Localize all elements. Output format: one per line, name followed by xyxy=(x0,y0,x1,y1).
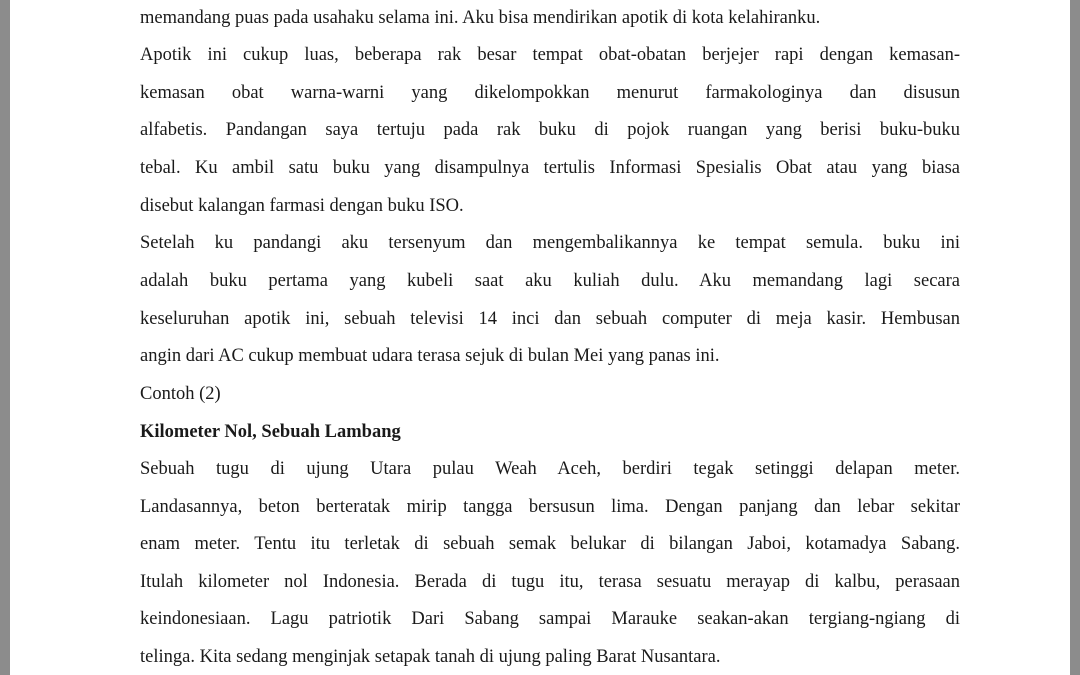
text-line: enam meter. Tentu itu terletak di sebuah semak belukar di bilangan Jaboi, kotamadya Sabang. xyxy=(140,534,960,554)
text-line: Sebuah tugu di ujung Utara pulau Weah Aceh, berdiri tegak setinggi delapan meter. xyxy=(140,459,960,479)
text-line: memandang puas pada usahaku selama ini. Aku bisa mendirikan apotik di kota kelahiranku. xyxy=(140,8,821,28)
text-line: tebal. Ku ambil satu buku yang disampulnya tertulis Informasi Spesialis Obat atau yang biasa xyxy=(140,158,960,178)
text-line: telinga. Kita sedang menginjak setapak tanah di ujung paling Barat Nusantara. xyxy=(140,647,721,667)
text-line: kemasan obat warna-warni yang dikelompokkan menurut farmakologinya dan disusun xyxy=(140,83,960,103)
text-line: Apotik ini cukup luas, beberapa rak besar tempat obat-obatan berjejer rapi dengan kemasan- xyxy=(140,45,960,65)
text-line: alfabetis. Pandangan saya tertuju pada rak buku di pojok ruangan yang berisi buku-buku xyxy=(140,120,960,140)
text-line: Itulah kilometer nol Indonesia. Berada di tugu itu, terasa sesuatu merayap di kalbu, perasaan xyxy=(140,572,960,592)
text-line: Setelah ku pandangi aku tersenyum dan mengembalikannya ke tempat semula. buku ini xyxy=(140,233,960,253)
text-line: Landasannya, beton berteratak mirip tangga bersusun lima. Dengan panjang dan lebar sekitar xyxy=(140,497,960,517)
text-line: disebut kalangan farmasi dengan buku ISO. xyxy=(140,196,464,216)
example-label: Contoh (2) xyxy=(140,384,221,404)
text-line: adalah buku pertama yang kubeli saat aku kuliah dulu. Aku memandang lagi secara xyxy=(140,271,960,291)
section-heading: Kilometer Nol, Sebuah Lambang xyxy=(140,422,401,442)
text-line: angin dari AC cukup membuat udara terasa sejuk di bulan Mei yang panas ini. xyxy=(140,346,720,366)
text-line: keseluruhan apotik ini, sebuah televisi 14 inci dan sebuah computer di meja kasir. Hembusan xyxy=(140,309,960,329)
text-line: keindonesiaan. Lagu patriotik Dari Sabang sampai Marauke seakan-akan tergiang-ngiang di xyxy=(140,609,960,629)
